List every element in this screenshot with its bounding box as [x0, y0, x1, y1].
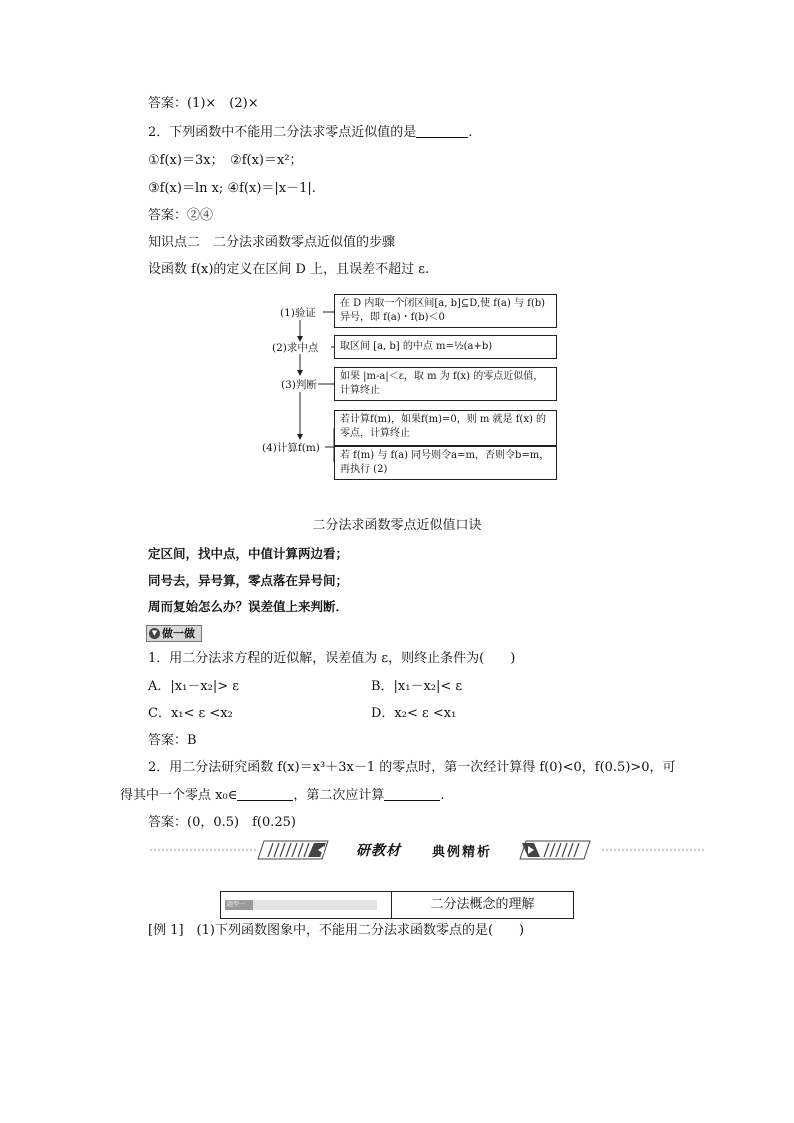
- step2-box: 取区间 [a, b] 的中点 m=½(a+b): [334, 335, 557, 359]
- banner-decoration: [150, 838, 706, 862]
- practice-badge: [146, 625, 202, 642]
- topic-tag: 题型一: [225, 900, 377, 910]
- question-2-text: 2．下列函数中不能用二分法求零点近似值的是: [148, 125, 417, 140]
- practice-question-2-line-2: [120, 787, 444, 805]
- function-options-1: ①f(x)＝3x； ②f(x)＝x²；: [148, 153, 303, 168]
- answer-blank-interval: [237, 787, 293, 801]
- option-c: C．x₁< ε <x₂: [148, 706, 233, 721]
- answer-line-2: 答案：②④: [148, 208, 214, 223]
- banner-left-text: 研教材: [356, 843, 401, 859]
- step4-label: (4)计算f(m): [262, 442, 320, 454]
- practice-question-2-line-1: 2．用二分法研究函数 f(x)＝x³＋3x－1 的零点时，第一次经计算得 f(0)<0，f(0.5)>0，可: [148, 760, 676, 775]
- q2-text-3: .: [440, 788, 445, 803]
- q2-text-2: ，第二次应计算: [293, 788, 385, 803]
- step3-label: (3)判断: [281, 379, 317, 391]
- answer-blank-compute: [384, 787, 440, 801]
- rhyme-line-3: 周而复始怎么办？误差值上来判断．: [148, 599, 349, 614]
- knowledge-point-title: 知识点二 二分法求函数零点近似值的步骤: [148, 235, 396, 250]
- step4a-box: 若计算f(m)，如果f(m)=0，则 m 就是 f(x) 的零点，计算终止: [334, 410, 557, 446]
- answer-line-1: 答案：(1)× (2)×: [148, 96, 259, 111]
- practice-answer-2: 答案：(0，0.5) f(0.25): [148, 815, 296, 830]
- practice-question-1: 1．用二分法求方程的近似解，误差值为 ε，则终止条件为( ): [148, 651, 516, 666]
- option-d: D．x₂< ε <x₁: [371, 706, 457, 721]
- topic-box: [220, 891, 574, 919]
- rhyme-title: 二分法求函数零点近似值口诀: [312, 518, 482, 533]
- rhyme-line-1: 定区间，找中点，中值计算两边看；: [148, 546, 349, 561]
- step1-label: (1)验证: [280, 307, 316, 319]
- topic-title: 二分法概念的理解: [430, 897, 535, 912]
- topic-tag-cell: [221, 892, 392, 918]
- practice-answer-1: 答案：B: [148, 733, 197, 748]
- function-options-2: ③f(x)＝ln x; ④f(x)＝|x－1|.: [148, 181, 316, 196]
- step1-box: 在 D 内取一个闭区间[a, b]⊆D,使 f(a) 与 f(b) 异号，即 f(a)・f(b)＜0: [334, 294, 557, 328]
- example-1: [例 1] (1)下列函数图象中，不能用二分法求函数零点的是( ): [148, 923, 525, 938]
- option-b: B．|x₁－x₂|< ε: [371, 679, 463, 694]
- option-a: A．|x₁－x₂|> ε: [148, 679, 239, 694]
- practice-badge-label: 做一做: [162, 627, 195, 640]
- setup-statement: 设函数 f(x)的定义在区间 D 上，且误差不超过 ε.: [148, 262, 430, 277]
- section-banner: [150, 838, 706, 862]
- chevron-down-icon: ▼: [149, 628, 160, 639]
- rhyme-line-2: 同号去，异号算，零点落在异号间；: [148, 573, 349, 588]
- question-2-end: .: [468, 125, 473, 140]
- step3-box: 如果 |m-a|＜ε，取 m 为 f(x) 的零点近似值，计算终止: [334, 367, 557, 401]
- banner-right-text: 典例精析: [432, 845, 493, 860]
- step4b-box: 若 f(m) 与 f(a) 同号则令a=m，否则令b=m，再执行 (2): [334, 446, 557, 480]
- step2-label: (2)求中点: [272, 342, 319, 354]
- q2-text-1: 得其中一个零点 x₀∈: [120, 788, 238, 803]
